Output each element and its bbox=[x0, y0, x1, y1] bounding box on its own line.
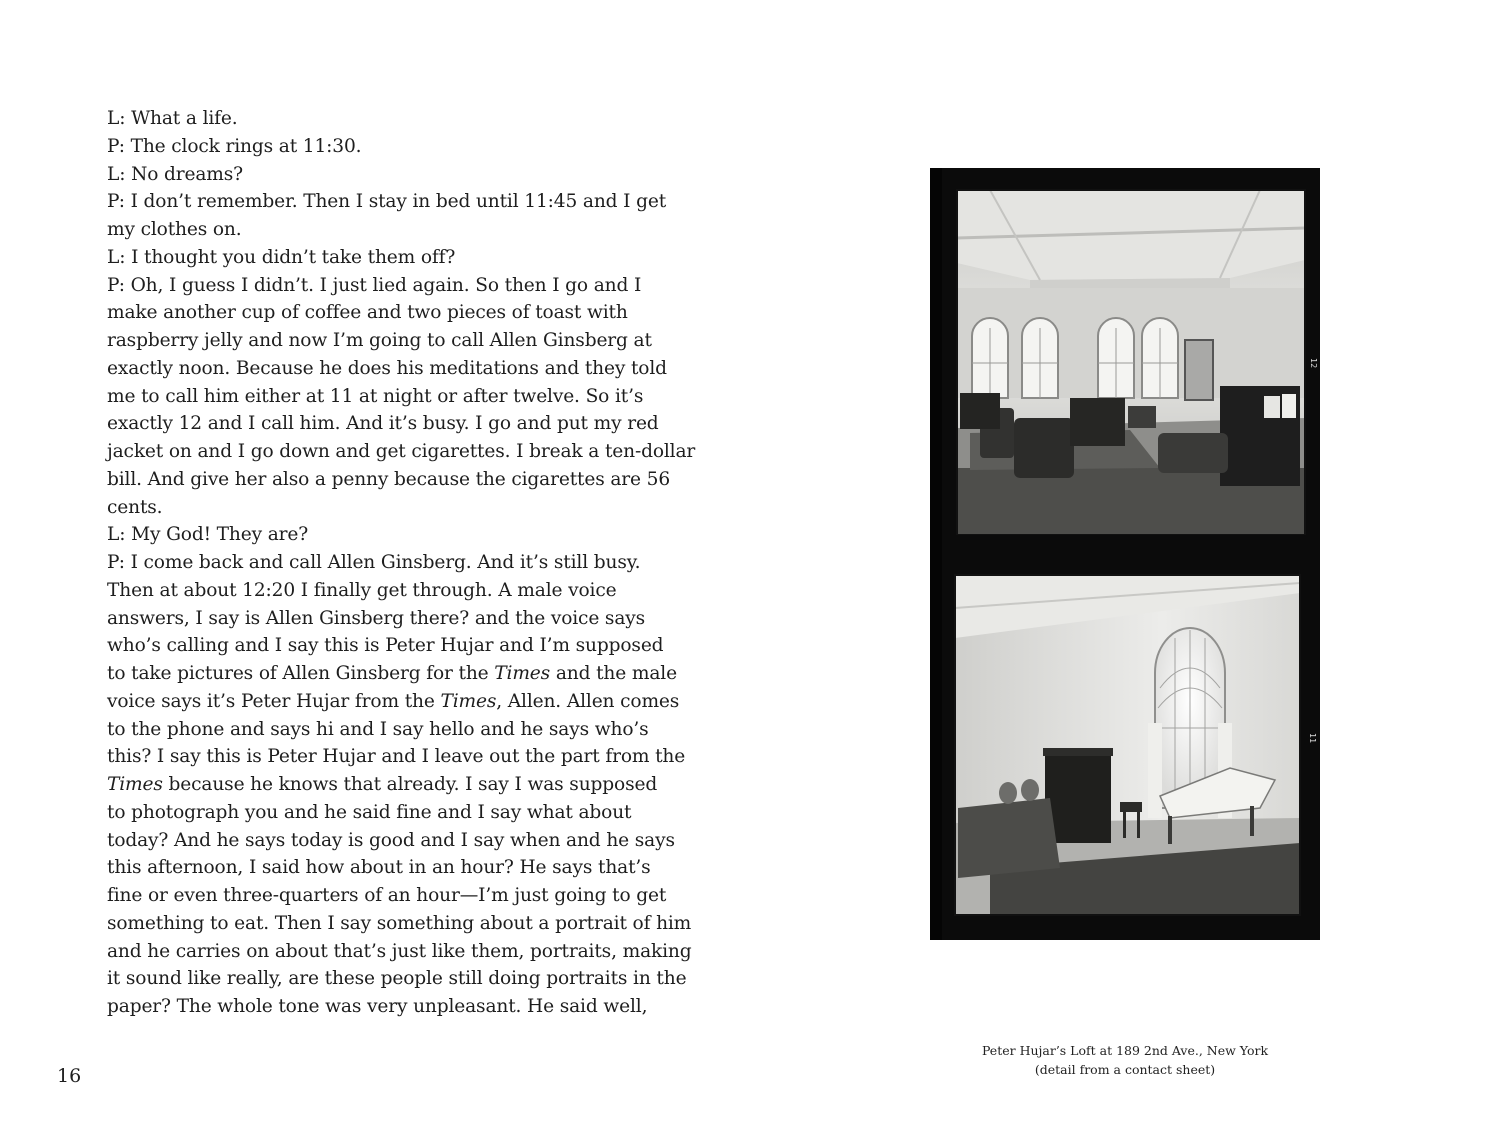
text-line bbox=[107, 577, 667, 605]
text-run: L: What a life. bbox=[107, 108, 238, 129]
text-run: it sound like really, are these people still doing portraits in the bbox=[107, 968, 687, 990]
text-run: L: I thought you didn’t take them off? bbox=[107, 246, 456, 268]
text-line bbox=[107, 799, 667, 827]
italic-title: Times bbox=[494, 663, 551, 684]
text-line bbox=[107, 605, 667, 633]
text-run: P: I don’t remember. Then I stay in bed until 11:45 and I get bbox=[107, 191, 667, 213]
text-line bbox=[107, 993, 667, 1021]
text-run: raspberry jelly and now I’m going to call Allen Ginsberg at bbox=[107, 330, 652, 351]
italic-title: Times bbox=[107, 774, 163, 795]
text-run: paper? The whole tone was very unpleasant. He said well, bbox=[107, 996, 648, 1017]
text-line bbox=[107, 827, 675, 855]
text-line bbox=[107, 854, 667, 882]
text-run: , Allen. Allen comes bbox=[496, 690, 680, 712]
text-line bbox=[107, 938, 692, 966]
text-line bbox=[107, 299, 667, 327]
italic-title: Times bbox=[440, 690, 497, 712]
text-run: this? I say this is Peter Hujar and I leave out the part from the bbox=[107, 746, 686, 768]
text-line bbox=[107, 771, 667, 799]
text-line bbox=[107, 244, 667, 272]
text-line bbox=[107, 466, 671, 494]
text-line bbox=[107, 272, 667, 300]
text-run: something to eat. Then I say something about a portrait of him bbox=[107, 912, 692, 934]
text-line bbox=[107, 438, 696, 466]
frame-top-loft-interior bbox=[957, 190, 1305, 535]
text-run: P: Oh, I guess I didn’t. I just lied again. So then I go and I bbox=[107, 274, 642, 296]
caption-title: Peter Hujar’s Loft at 189 2nd Ave., New York bbox=[981, 1043, 1269, 1058]
contact-sheet-photo bbox=[930, 168, 1320, 940]
text-run: voice says it’s Peter Hujar from the bbox=[107, 690, 441, 712]
text-run: fine or even three-quarters of an hour—I’m just going to get bbox=[107, 885, 667, 906]
text-line bbox=[107, 216, 667, 244]
text-line bbox=[107, 521, 667, 549]
text-line bbox=[107, 105, 667, 133]
text-run: to the phone and says hi and I say hello and he says who’s bbox=[107, 718, 649, 740]
text-line bbox=[107, 716, 667, 744]
text-run: to take pictures of Allen Ginsberg for the bbox=[107, 663, 495, 684]
text-run: who’s calling and I say this is Peter Hujar and I’m supposed bbox=[107, 635, 664, 657]
text-line bbox=[107, 383, 667, 411]
frame-bottom-loft-interior bbox=[955, 575, 1300, 915]
frame-number-12: 12 bbox=[1309, 358, 1318, 369]
text-run: exactly noon. Because he does his meditations and they told bbox=[107, 357, 667, 379]
text-line bbox=[107, 410, 667, 438]
text-run: L: No dreams? bbox=[107, 163, 243, 185]
text-run: make another cup of coffee and two pieces of toast with bbox=[107, 302, 628, 324]
text-run: bill. And give her also a penny because the cigarettes are 56 bbox=[107, 468, 671, 490]
text-line bbox=[107, 494, 667, 522]
body-text bbox=[107, 105, 696, 1021]
caption-subtitle: (detail from a contact sheet) bbox=[1034, 1062, 1216, 1077]
text-line bbox=[107, 549, 667, 577]
text-run: and the male bbox=[550, 663, 677, 684]
text-run: exactly 12 and I call him. And it’s busy. I go and put my red bbox=[107, 413, 659, 435]
text-run: P: The clock rings at 11:30. bbox=[107, 135, 362, 157]
text-run: me to call him either at 11 at night or after twelve. So it’s bbox=[107, 385, 644, 407]
text-line bbox=[107, 188, 667, 216]
figure-caption bbox=[900, 1041, 1350, 1079]
text-line bbox=[107, 882, 667, 910]
text-run: P: I come back and call Allen Ginsberg. And it’s still busy. bbox=[107, 552, 641, 573]
text-run: to photograph you and he said fine and I say what about bbox=[107, 801, 632, 823]
text-line bbox=[107, 660, 677, 688]
text-line bbox=[107, 688, 680, 716]
text-run: Then at about 12:20 I finally get through. A male voice bbox=[107, 579, 617, 601]
text-run: my clothes on. bbox=[107, 219, 242, 240]
text-run: because he knows that already. I say I was supposed bbox=[162, 774, 658, 795]
text-run: answers, I say is Allen Ginsberg there? and the voice says bbox=[107, 607, 646, 629]
text-run: L: My God! They are? bbox=[107, 524, 309, 546]
frame-number-11: 11 bbox=[1308, 733, 1317, 744]
text-run: cents. bbox=[107, 496, 163, 518]
text-line bbox=[107, 743, 686, 771]
text-line bbox=[107, 161, 667, 189]
text-run: and he carries on about that’s just like them, portraits, making bbox=[107, 940, 692, 962]
text-line bbox=[107, 355, 667, 383]
text-line bbox=[107, 133, 667, 161]
page-number: 16 bbox=[57, 1065, 82, 1087]
text-line bbox=[107, 910, 692, 938]
text-run: today? And he says today is good and I say when and he says bbox=[107, 829, 675, 851]
text-run: this afternoon, I said how about in an hour? He says that’s bbox=[107, 857, 651, 879]
text-line bbox=[107, 632, 667, 660]
text-line bbox=[107, 965, 687, 993]
text-line bbox=[107, 327, 667, 355]
text-run: jacket on and I go down and get cigarettes. I break a ten-dollar bbox=[107, 441, 696, 462]
